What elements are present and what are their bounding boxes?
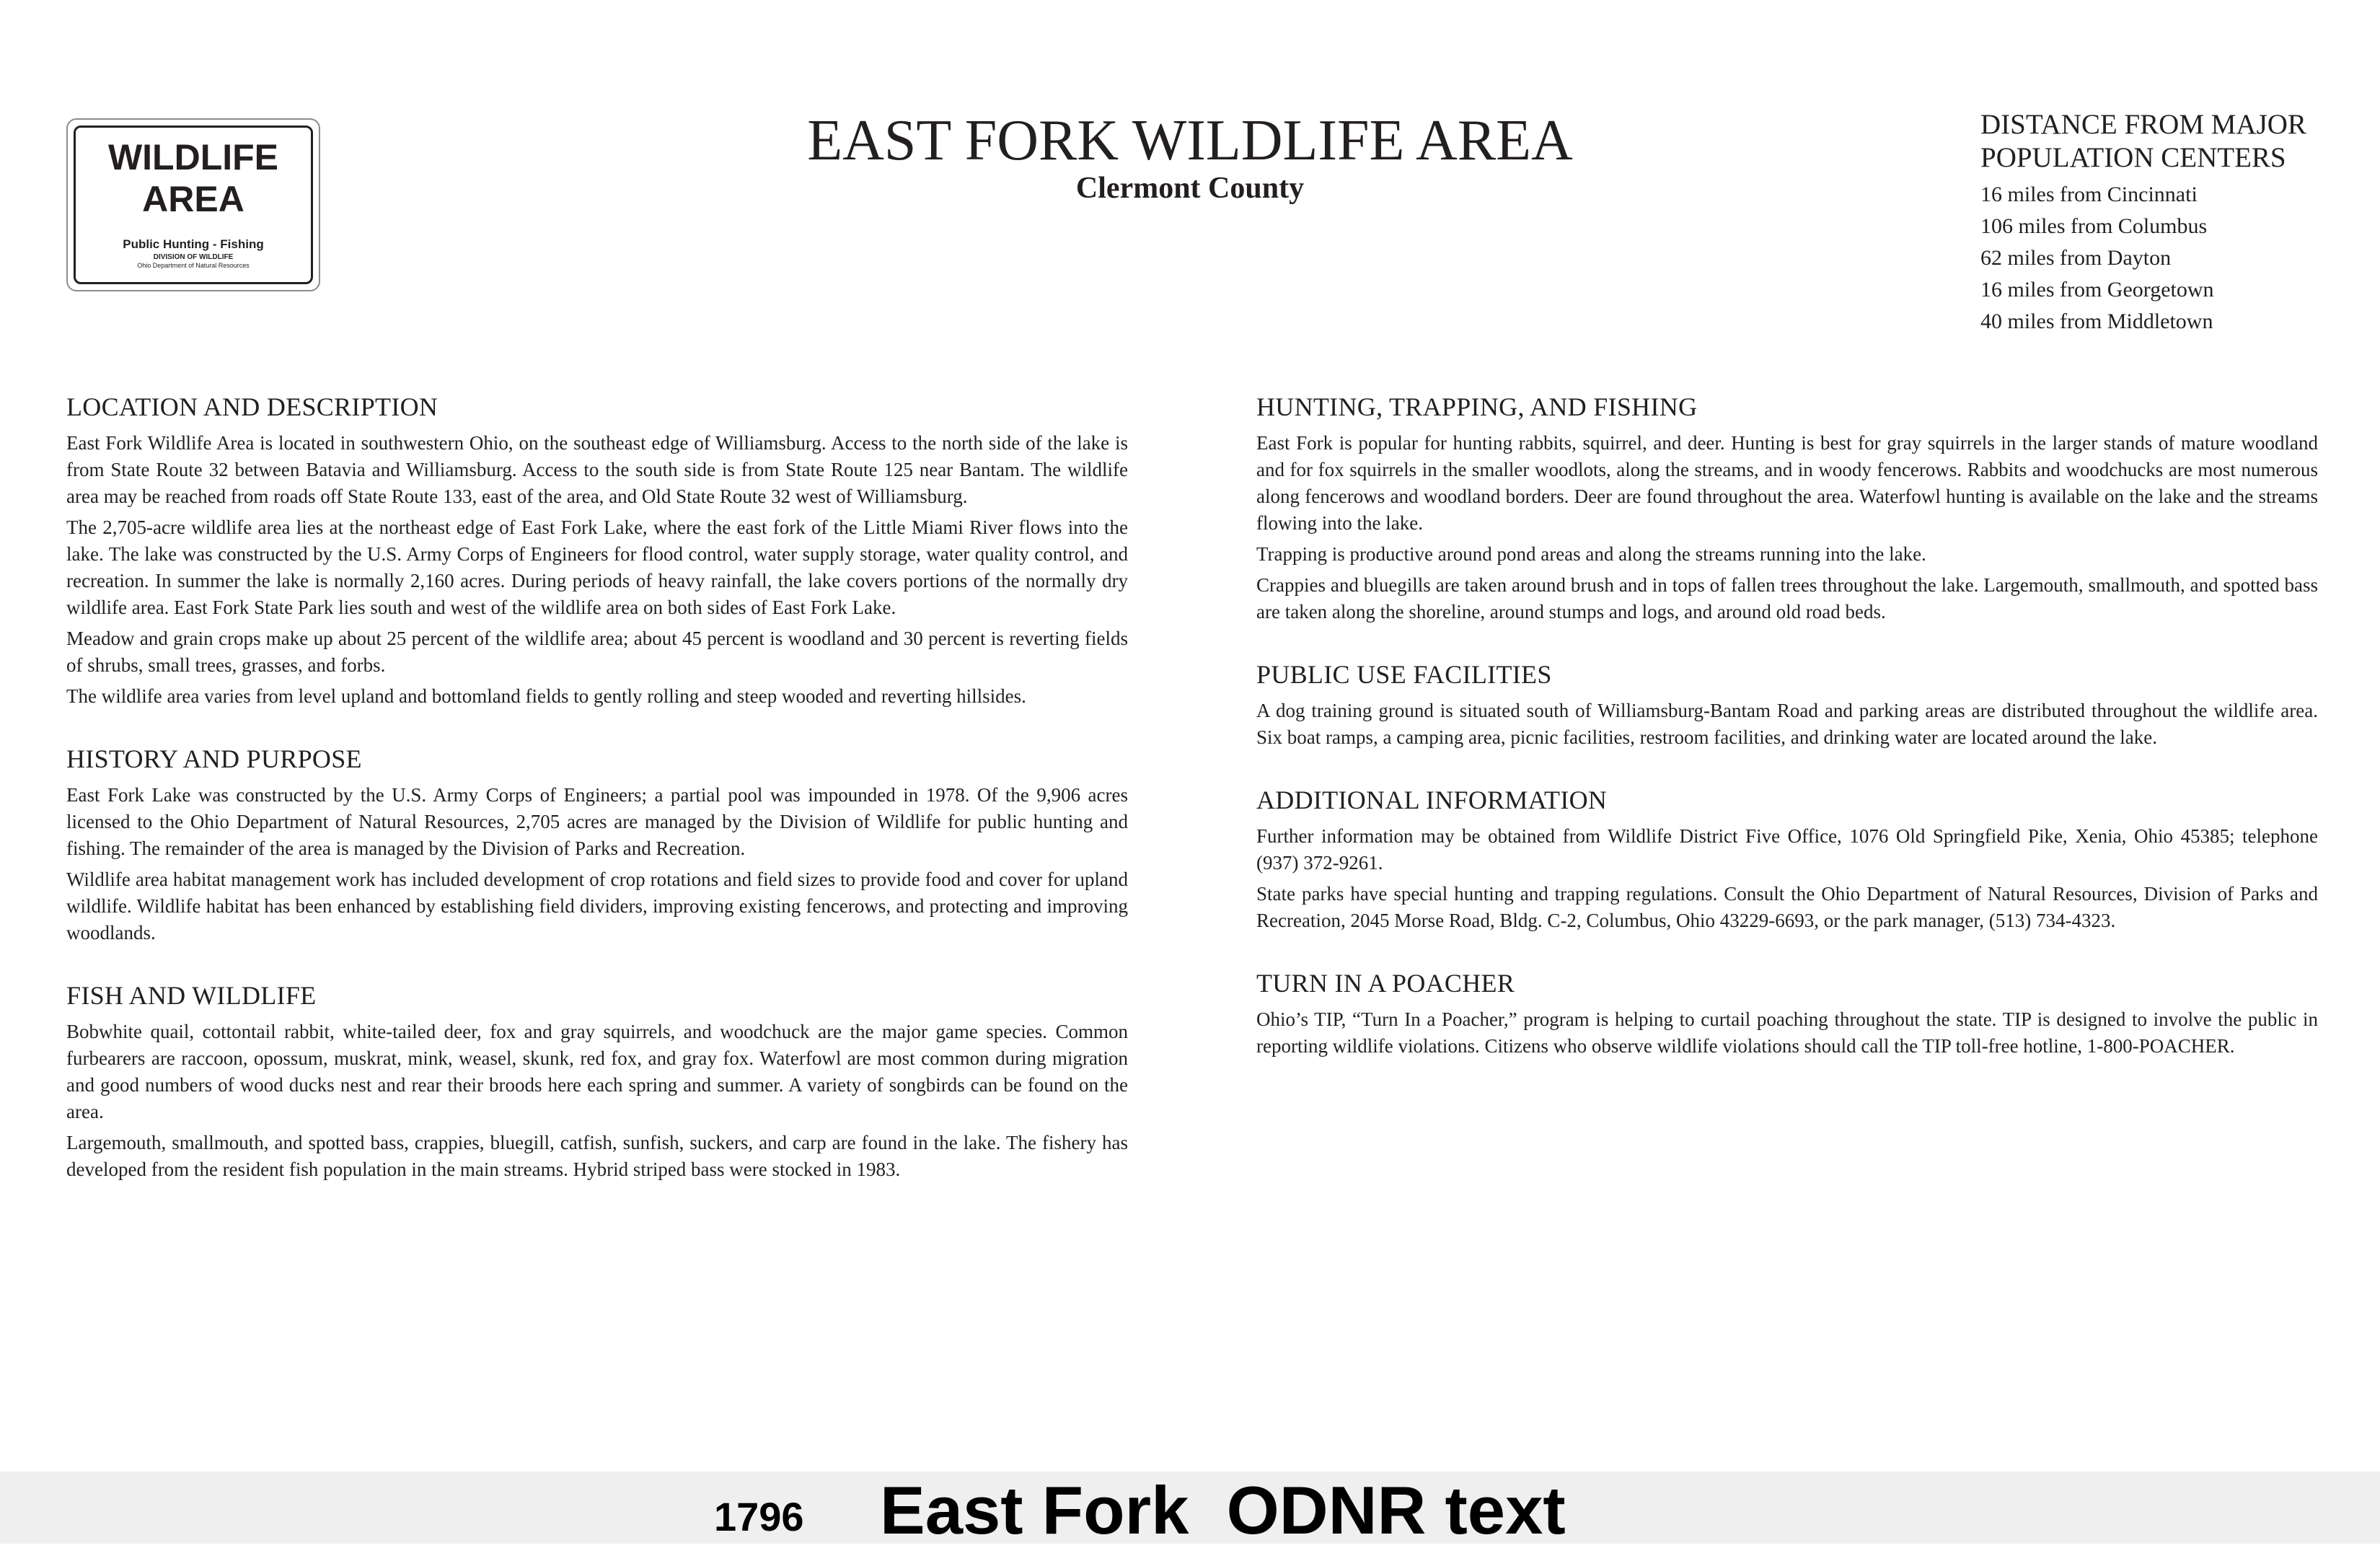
paragraph: Ohio’s TIP, “Turn In a Poacher,” program is helping to curtail poaching throughout the state. TIP is designed to involve the public in reporting wildlife violations. Citizens who observe wildlife violations should call the TIP toll-free hotline, 1-800-POACHER. bbox=[1256, 1008, 2318, 1057]
sign-subtitle: Public Hunting - Fishing bbox=[123, 237, 264, 251]
paragraph: Further information may be obtained from Wildlife District Five Office, 1076 Old Springfield Pike, Xenia, Ohio 45385; telephone (937) 372-9261. bbox=[1256, 825, 2318, 874]
paragraph: Largemouth, smallmouth, and spotted bass, crappies, bluegill, catfish, sunfish, suckers, and carp are found in the lake. The fishery has developed from the resident fish population in the main streams. Hybrid striped bass were stocked in 1983. bbox=[66, 1132, 1128, 1180]
distance-item: 16 miles from Georgetown bbox=[1980, 278, 2214, 302]
distance-item: 16 miles from Cincinnati bbox=[1980, 182, 2198, 206]
section-heading: ADDITIONAL INFORMATION bbox=[1256, 786, 1608, 814]
section-heading: TURN IN A POACHER bbox=[1256, 969, 1515, 998]
footer-bar bbox=[0, 1472, 2380, 1548]
section-location bbox=[66, 391, 1128, 710]
sign-department: Ohio Department of Natural Resources bbox=[137, 262, 250, 269]
distance-heading-line2: POPULATION CENTERS bbox=[1980, 142, 2286, 173]
distance-item: 106 miles from Columbus bbox=[1980, 214, 2208, 238]
distance-panel bbox=[1980, 108, 2355, 338]
footer-label: East Fork ODNR text bbox=[880, 1472, 1566, 1548]
paragraph: State parks have special hunting and trapping regulations. Consult the Ohio Department of Natural Resources, Division of Parks and Recreation, 2045 Morse Road, Bldg. C-2, Columbus, Ohio 43229-6693, or the park manager, (513) 734-4323. bbox=[1256, 883, 2318, 931]
left-column bbox=[66, 391, 1128, 1216]
section-history bbox=[66, 743, 1128, 946]
paragraph: Bobwhite quail, cottontail rabbit, white-tailed deer, fox and gray squirrels, and woodchuck are the major game species. Common furbearers are raccoon, opossum, muskrat, mink, weasel, skunk, red fox, and gray fox. Waterfowl are most common during migration and good numbers of wood ducks nest and rear their broods here each spring and summer. A variety of songbirds can be found on the area. bbox=[66, 1021, 1128, 1122]
page-title: EAST FORK WILDLIFE AREA bbox=[807, 109, 1573, 172]
distance-heading-line1: DISTANCE FROM MAJOR bbox=[1980, 109, 2306, 140]
distance-list bbox=[1980, 179, 2355, 338]
paragraph: East Fork Wildlife Area is located in southwestern Ohio, on the southeast edge of Williamsburg. Access to the north side of the lake is from State Route 32 between Batavia and Williamsburg. Access to the south side is from State Route 125 near Bantam. The wildlife area may be reached from roads off State Route 133, east of the area, and Old State Route 32 west of Williamsburg. bbox=[66, 432, 1128, 507]
paragraph: Trapping is productive around pond areas and along the streams running into the lake. bbox=[1256, 543, 1926, 565]
paragraph: A dog training ground is situated south of Williamsburg-Bantam Road and parking areas are distributed throughout the wildlife area. Six boat ramps, a camping area, picnic facilities, restroom facilities, and drinking water are located around the lake. bbox=[1256, 700, 2318, 748]
paragraph: Wildlife area habitat management work has included development of crop rotations and field sizes to provide food and cover for upland wildlife. Wildlife habitat has been enhanced by establishing field dividers, improving existing fencerows, and protecting and improving woodlands. bbox=[66, 868, 1128, 944]
section-facilities bbox=[1256, 659, 2318, 751]
section-heading: FISH AND WILDLIFE bbox=[66, 981, 317, 1010]
paragraph: The 2,705-acre wildlife area lies at the northeast edge of East Fork Lake, where the east fork of the Little Miami River flows into the lake. The lake was constructed by the U.S. Army Corps of Engineers for flood control, water supply storage, water quality control, and recreation. In summer the lake is normally 2,160 acres. During periods of heavy rainfall, the lake covers portions of the normally dry wildlife area. East Fork State Park lies south and west of the wildlife area on both sides of East Fork Lake. bbox=[66, 516, 1128, 618]
section-heading: LOCATION AND DESCRIPTION bbox=[66, 392, 438, 421]
paragraph: East Fork Lake was constructed by the U.S. Army Corps of Engineers; a partial pool was impounded in 1978. Of the 9,906 acres licensed to the Ohio Department of Natural Resources, 2,705 acres are managed by the Division of Wildlife for public hunting and fishing. The remainder of the area is managed by the Division of Parks and Recreation. bbox=[66, 784, 1128, 859]
section-heading: HUNTING, TRAPPING, AND FISHING bbox=[1256, 392, 1698, 421]
section-heading: HISTORY AND PURPOSE bbox=[66, 744, 362, 773]
sign-division: DIVISION OF WILDLIFE bbox=[153, 253, 234, 261]
section-fish-wildlife bbox=[66, 980, 1128, 1183]
right-column bbox=[1256, 391, 2318, 1093]
section-heading: PUBLIC USE FACILITIES bbox=[1256, 660, 1552, 689]
sign-title-line2: AREA bbox=[142, 179, 244, 219]
distance-heading bbox=[1980, 108, 2355, 175]
page-subtitle: Clermont County bbox=[1075, 172, 1305, 205]
paragraph: The wildlife area varies from level upland and bottomland fields to gently rolling and steep wooded and reverting hillsides. bbox=[66, 685, 1026, 707]
section-additional-info bbox=[1256, 784, 2318, 934]
section-poacher bbox=[1256, 967, 2318, 1060]
distance-item: 40 miles from Middletown bbox=[1980, 309, 2213, 333]
distance-item: 62 miles from Dayton bbox=[1980, 246, 2172, 270]
footer-number: 1796 bbox=[714, 1494, 804, 1539]
section-hunting bbox=[1256, 391, 2318, 625]
paragraph: Crappies and bluegills are taken around brush and in tops of fallen trees throughout the lake. Largemouth, smallmouth, and spotted bass are taken along the shoreline, around stumps and logs, and around old road beds. bbox=[1256, 574, 2318, 623]
paragraph: Meadow and grain crops make up about 25 percent of the wildlife area; about 45 percent is woodland and 30 percent is reverting fields of shrubs, small trees, grasses, and forbs. bbox=[66, 628, 1128, 676]
paragraph: East Fork is popular for hunting rabbits, squirrel, and deer. Hunting is best for gray squirrels in the larger stands of mature woodland and for fox squirrels in the smaller woodlots, along the streams, and in woody fencerows. Rabbits and woodchucks are most numerous along fencerows and woodland borders. Deer are found throughout the area. Waterfowl hunting is available on the lake and the streams flowing into the lake. bbox=[1256, 432, 2318, 534]
sign-title-line1: WILDLIFE bbox=[107, 137, 279, 177]
